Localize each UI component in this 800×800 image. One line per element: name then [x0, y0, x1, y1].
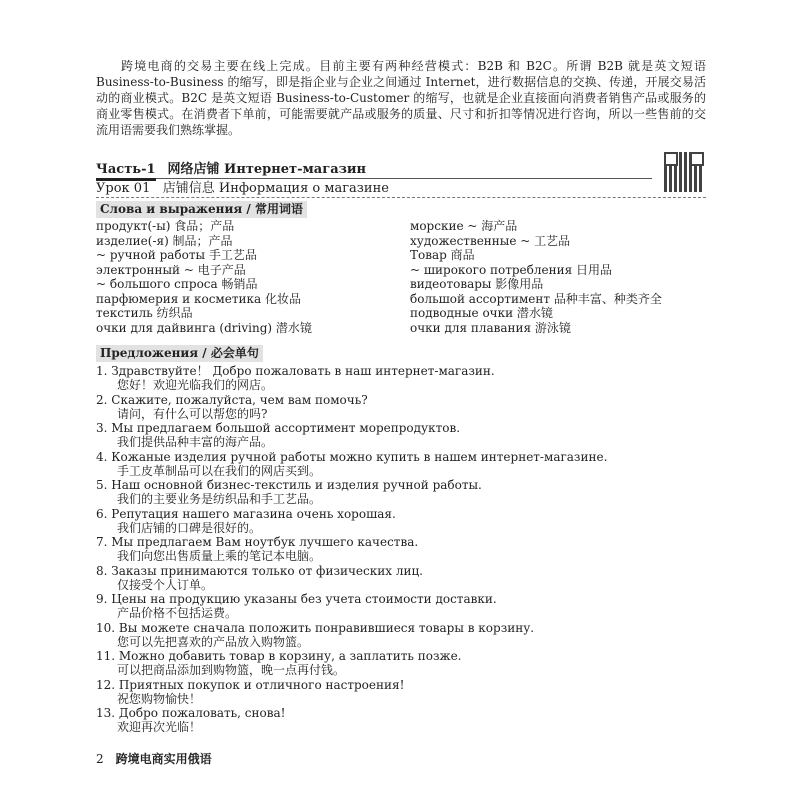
sentence-chinese: 可以把商品添加到购物篮，晚一点再付钱。 [117, 663, 346, 677]
lesson-heading [96, 180, 706, 198]
sentence-russian: 8. Заказы принимаются только от физических лиц. [96, 563, 423, 578]
sentence-russian: 10. Вы можете сначала положить понравившиеся товары в корзину. [96, 620, 535, 635]
sentence-russian: 7. Мы предлагаем Вам ноутбук лучшего качества. [96, 535, 419, 549]
vocab-item: подводные очки 潜水镜 [410, 306, 553, 320]
sentence-item [96, 621, 706, 649]
intro-text: 跨境电商的交易主要在线上完成。目前主要有两种经营模式：B2B 和 B2C。所谓 B2B 就是英文短语 Business-to-Business 的缩写，即是指企业与企业之间通过 Internet，进行数据信息的交换、传递，开展交易活动的商业模式。B2C 是英文短语 Business-to-Customer 的缩写，也就是企业直接面向消费者销售产品或服务的商业零售模式。在消费者下单前，可能需要就产品或服务的质量、尺寸和折扣等情况进行咨询，所以一些售前的交流用语需要我们熟练掌握。 [96, 59, 706, 137]
sentence-item [96, 393, 706, 421]
sentence-russian: 3. Мы предлагаем большой ассортимент морепродуктов. [96, 421, 461, 435]
vocab-item: ~ ручной работы 手工艺品 [96, 248, 257, 262]
sentence-russian: 2. Скажите, пожалуйста, чем вам помочь? [96, 392, 368, 407]
vocab-item: ~ большого спроса 畅销品 [96, 277, 258, 291]
sentence-chinese: 我们提供品种丰富的海产品。 [117, 435, 274, 449]
sentence-russian: 5. Наш основной бизнес-текстиль и изделия ручной работы. [96, 478, 482, 492]
sentence-russian: 1. Здравствуйте！ Добро пожаловать в наш интернет-магазин. [96, 364, 495, 378]
intro-paragraph [96, 58, 706, 138]
sentence-item [96, 678, 706, 706]
sentence-chinese: 产品价格不包括运费。 [117, 606, 238, 620]
sentence-chinese: 您好！欢迎光临我们的网店。 [117, 378, 274, 392]
vocab-item: очки для плавания 游泳镜 [410, 320, 571, 335]
sentence-chinese: 仅接受个人订单。 [117, 577, 214, 592]
vocab-item: изделие(-я) 制品；产品 [96, 233, 233, 248]
sentence-item [96, 364, 706, 392]
sentence-chinese: 请问，有什么可以帮您的吗? [117, 406, 268, 421]
sentence-chinese: 您可以先把喜欢的产品放入购物篮。 [117, 634, 310, 649]
sentence-chinese: 我们向您出售质量上乘的笔记本电脑。 [117, 549, 322, 563]
sentence-chinese: 手工皮革制品可以在我们的网店买到。 [117, 463, 322, 478]
sentence-chinese: 我们的主要业务是纺织品和手工艺品。 [117, 492, 322, 506]
vocab-item: продукт(-ы) 食品；产品 [96, 219, 235, 233]
sentence-item [96, 564, 706, 592]
vocab-item: ~ широкого потребления 日用品 [410, 262, 612, 277]
sentence-russian: 11. Можно добавить товар в корзину, а заплатить позже. [96, 649, 462, 663]
sentence-item [96, 478, 706, 506]
vocab-item: очки для дайвинга (driving) 潜水镜 [96, 320, 312, 335]
sentence-russian: 6. Репутация нашего магазина очень хорошая. [96, 506, 396, 521]
vocab-item: текстиль 纺织品 [96, 306, 193, 320]
vocab-right-column [410, 219, 662, 335]
sentence-item [96, 450, 706, 478]
sentence-item [96, 649, 706, 677]
sentence-russian: 12. Приятных покупок и отличного настроения! [96, 677, 405, 692]
sentence-item [96, 507, 706, 535]
vocab-item: морские ~ 海产品 [410, 219, 518, 233]
sentence-item [96, 706, 706, 734]
vocab-item: электронный ~ 电子产品 [96, 262, 246, 277]
page-number: 2 [96, 752, 104, 766]
vocab-section-header: Слова и выражения / 常用词语 [96, 201, 307, 218]
vocab-item: большой ассортимент 品种丰富、种类齐全 [410, 291, 662, 306]
part-heading [96, 158, 652, 179]
vocab-left-column [96, 219, 312, 335]
page-footer [96, 750, 212, 767]
sentence-chinese: 欢迎再次光临！ [117, 720, 202, 734]
vocab-item: видеотовары 影像用品 [410, 277, 544, 291]
sentence-russian: 13. Добро пожаловать, снова! [96, 706, 286, 720]
part-number: Часть-1 [96, 162, 156, 181]
sentence-list [96, 364, 706, 735]
vocab-item: художественные ~ 工艺品 [410, 233, 571, 248]
part-title: 网络店铺 Интернет-магазин [167, 162, 367, 177]
sentence-russian: 4. Кожаные изделия ручной работы можно купить в нашем интернет-магазине. [96, 449, 608, 464]
vocab-item: Товар 商品 [410, 248, 475, 262]
sentence-item [96, 421, 706, 449]
vocab-item: парфюмерия и косметика 化妆品 [96, 291, 301, 306]
sentence-item [96, 592, 706, 620]
sentence-item [96, 535, 706, 563]
lesson-title: 店铺信息 Информация о магазине [162, 181, 389, 196]
sentence-chinese: 我们店铺的口碑是很好的。 [117, 520, 262, 535]
lesson-number: Урок 01 [96, 181, 151, 196]
sentences-section-header: Предложения / 必会单句 [96, 345, 263, 362]
sentence-chinese: 祝您购物愉快！ [117, 691, 202, 706]
book-title: 跨境电商实用俄语 [115, 752, 212, 766]
sentence-russian: 9. Цены на продукцию указаны без учета стоимости доставки. [96, 592, 497, 606]
